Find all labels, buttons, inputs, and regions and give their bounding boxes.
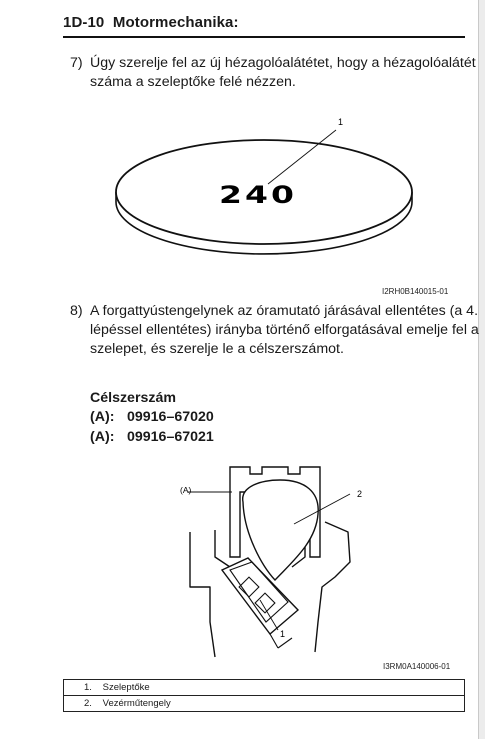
page-edge-shadow	[479, 0, 485, 739]
shim-illustration	[100, 112, 430, 272]
legend-number: 2.	[84, 698, 92, 709]
callout-label-1: 1	[338, 117, 344, 127]
tool-label: (A):	[90, 409, 115, 425]
legend-row	[64, 696, 465, 712]
tool-part-number: 09916–67020	[127, 409, 214, 425]
figure-code: I2RH0B140015-01	[382, 287, 449, 296]
step-number: 8)	[70, 303, 83, 319]
step-text: Úgy szerelje fel az új hézagolóalátétet, hogy a hézagolóalátét száma a szeleptőke felé nézzen.	[90, 55, 476, 90]
shim-number-text: 240	[219, 180, 297, 209]
tool-part-number: 09916–67021	[127, 429, 214, 445]
legend-text: Szeleptőke	[102, 682, 150, 693]
legend-number: 1.	[84, 682, 92, 693]
legend-cell	[64, 680, 465, 696]
tool-label: (A):	[90, 429, 115, 445]
section-title: Motormechanika:	[112, 14, 239, 31]
step-number: 7)	[70, 55, 83, 71]
valve-lifter-tool-illustration	[170, 462, 380, 662]
callout-label-1: 1	[280, 629, 286, 639]
legend-cell	[64, 696, 465, 712]
special-tool-title: Célszerszám	[90, 390, 176, 406]
legend-table	[63, 679, 465, 712]
legend-text: Vezérműtengely	[102, 698, 171, 709]
cylinder-head-left	[190, 532, 215, 657]
legend-row	[64, 680, 465, 696]
callout-label-2: 2	[357, 489, 363, 499]
section-number: 1D-10	[63, 14, 105, 31]
figure-code: I3RM0A140006-01	[383, 662, 451, 671]
valve-lifter-body	[222, 558, 298, 634]
callout-label-a: (A)	[180, 485, 192, 495]
valve-stem	[278, 638, 292, 648]
step-text: A forgattyústengelynek az óramutató járásával ellentétes (a 4. lépéssel ellentétes) irányba történő elforgatásával emelje fel a szelepet, és szerelje le a célszerszámot.	[90, 303, 479, 357]
header-rule	[63, 36, 465, 38]
valve-stem	[270, 634, 278, 648]
page-header	[63, 14, 239, 31]
